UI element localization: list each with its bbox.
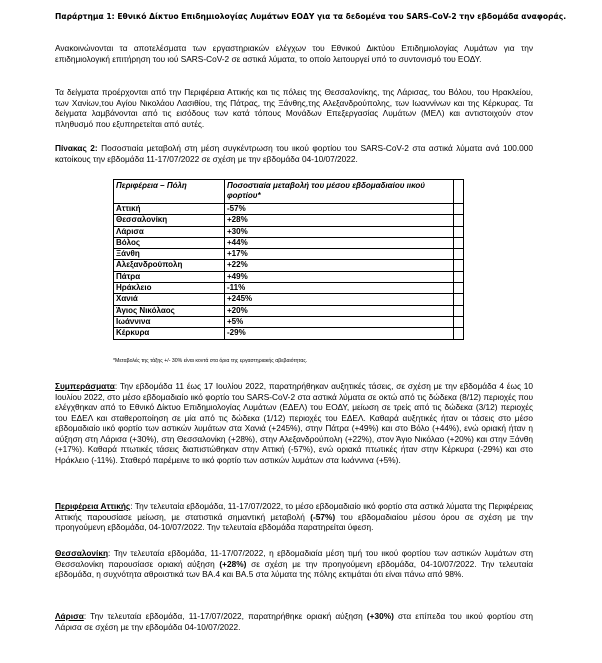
region-cell: Ιωάννινα bbox=[114, 316, 225, 327]
attica-text-post: του εβδομαδιαίου μέσου όρου σε σχέση με την προηγούμενη εβδομάδα, 04-10/07/2022. Την τελευταία εβδομάδα παρατηρείται ύφεση. bbox=[55, 511, 533, 533]
change-cell: +17% bbox=[225, 249, 454, 260]
change-cell: +22% bbox=[225, 260, 454, 271]
empty-cell bbox=[454, 328, 464, 339]
region-cell: Άγιος Νικόλαος bbox=[114, 305, 225, 316]
table-caption-label: Πίνακας 2: bbox=[55, 143, 98, 153]
empty-cell bbox=[454, 283, 464, 294]
region-cell: Θεσσαλονίκη bbox=[114, 215, 225, 226]
attica-label: Περιφέρεια Αττικής bbox=[55, 501, 131, 511]
thessaloniki-label: Θεσσαλονίκη bbox=[55, 548, 109, 558]
table-row bbox=[114, 237, 464, 248]
conclusions-paragraph bbox=[55, 381, 533, 465]
empty-cell bbox=[454, 249, 464, 260]
change-cell: +245% bbox=[225, 294, 454, 305]
change-cell: +5% bbox=[225, 316, 454, 327]
region-cell: Βόλος bbox=[114, 237, 225, 248]
empty-cell bbox=[454, 271, 464, 282]
change-cell: +49% bbox=[225, 271, 454, 282]
table-row bbox=[114, 226, 464, 237]
table-row bbox=[114, 215, 464, 226]
table-row bbox=[114, 204, 464, 215]
change-cell: -11% bbox=[225, 283, 454, 294]
larisa-text-pre: : Την τελευταία εβδομάδα, 11-17/07/2022, παρατηρήθηκε οριακή αύξηση bbox=[83, 611, 367, 621]
annex-title: Παράρτημα 1: Εθνικό Δίκτυο Επιδημιολογίας Λυμάτων ΕΟΔΥ για τα δεδομένα του SARS-CoV-2 την εβδομάδα αναφοράς. bbox=[55, 12, 567, 21]
thessaloniki-change: (+28%) bbox=[219, 558, 247, 569]
attica-text-pre: : Την τελευταία εβδομάδα, 11-17/07/2022, το μέσο εβδομαδιαίο ιικό φορτίο στα αστικά λύματα της Περιφέρειας Αττικής παρουσίασε μείωση, με στατιστικά σημαντική μεταβολή bbox=[55, 501, 533, 522]
change-cell: -29% bbox=[225, 328, 454, 339]
conclusions-text: : Την εβδομάδα 11 έως 17 Ιουλίου 2022, παρατηρήθηκαν αυξητικές τάσεις, σε σχέση με την εβδομάδα 4 έως 10 Ιουλίου 2022, στο μέσο εβδομαδιαίο ιικό φορτίο του SARS-CoV-2 στα αστικά λύματα σε οκτώ από τις δώδεκα (8/12) περιοχές που ελέγχθηκαν από το Εθνικό Δίκτυο Επιδημιολογίας Λυμάτων (ΕΔΕΛ) του ΕΟΔΥ, μείωση σε τρείς από τις δώδεκα (3/12) περιοχές του ΕΔΕΛ και σταθεροποίηση σε μία από τις δώδεκα (1/12) περιοχές του ΕΔΕΛ. Καθαρά αυξητικές ήταν οι τάσεις στο μέσο εβδομαδιαίο ιικό φορτίο των αστικών λυμάτων στα Χανιά (+245%), στην Πάτρα (+49%) και στο Βόλο (+44%), ενώ οριακή ήταν η αύξηση στη Λάρισα (+30%), στη Θεσσαλονίκη (+28%), στην Αλεξανδρούπολη (+22%), στον Άγιο Νικόλαο (+20%) και στην Ξάνθη (+17%). Καθαρά πτωτικές τάσεις διαπιστώθηκαν στην Αττική (-57%), ενώ οριακά πτωτικές ήταν στην Κέρκυρα (-29%) και στο Ηράκλειο (-11%). Σταθερό παρέμεινε το ιικό φορτίο των αστικών λυμάτων στα Ιωάννινα (+5%). bbox=[55, 381, 533, 465]
region-cell: Ξάνθη bbox=[114, 249, 225, 260]
viral-load-table bbox=[113, 179, 464, 340]
header-region: Περιφέρεια – Πόλη bbox=[114, 180, 225, 204]
attica-change: (-57%) bbox=[310, 511, 336, 522]
table-header-row bbox=[114, 180, 464, 204]
empty-cell bbox=[454, 316, 464, 327]
header-empty bbox=[454, 180, 464, 204]
table-row bbox=[114, 260, 464, 271]
conclusions-label: Συμπεράσματα bbox=[55, 381, 115, 391]
table-caption-text: Ποσοστιαία μεταβολή στη μέση συγκέντρωση του ιικού φορτίου του SARS-CoV-2 στα αστικά λύματα ανά 100.000 κατοίκους την εβδομάδα 11-17/07/2022 σε σχέση με την εβδομάδα 04-10/07/2022. bbox=[55, 143, 533, 164]
region-cell: Ηράκλειο bbox=[114, 283, 225, 294]
empty-cell bbox=[454, 204, 464, 215]
empty-cell bbox=[454, 294, 464, 305]
intro-paragraph: Ανακοινώνονται τα αποτελέσματα των εργαστηριακών ελέγχων του Εθνικού Δικτύου Επιδημιολογίας Λυμάτων για την επιδημιολογική επιτήρηση του ιού SARS-CoV-2 σε αστικά λύματα, το οποίο λειτουργεί υπό το συντονισμό του ΕΟΔΥ. bbox=[55, 43, 533, 64]
change-cell: +30% bbox=[225, 226, 454, 237]
region-cell: Πάτρα bbox=[114, 271, 225, 282]
empty-cell bbox=[454, 260, 464, 271]
region-cell: Χανιά bbox=[114, 294, 225, 305]
table-footnote: *Μεταβολές της τάξης +/- 30% είναι κοντά στα όρια της εργαστηριακής αβεβαιότητας. bbox=[113, 358, 308, 364]
table-row bbox=[114, 271, 464, 282]
empty-cell bbox=[454, 226, 464, 237]
change-cell: +44% bbox=[225, 237, 454, 248]
change-cell: -57% bbox=[225, 204, 454, 215]
table-row bbox=[114, 294, 464, 305]
table-row bbox=[114, 316, 464, 327]
larisa-paragraph bbox=[55, 611, 533, 632]
region-cell: Αλεξανδρούπολη bbox=[114, 260, 225, 271]
table-row bbox=[114, 305, 464, 316]
empty-cell bbox=[454, 215, 464, 226]
region-cell: Κέρκυρα bbox=[114, 328, 225, 339]
samples-paragraph: Τα δείγματα προέρχονται από την Περιφέρεια Αττικής και τις πόλεις της Θεσσαλονίκης, της Λάρισας, του Βόλου, του Ηρακλείου, των Χανίων,του Αγίου Νικολάου Λασιθίου, της Πάτρας, της Ξάνθης,της Αλεξανδρούπολης, των Ιωαννίνων και της Κέρκυρας. Τα δείγματα λαμβάνονται από τις εισόδους των κατά τόπους Μονάδων Επεξεργασίας Λυμάτων (ΜΕΛ) και αντιστοιχούν στον πληθυσμό που εξυπηρετείται από αυτές. bbox=[55, 87, 533, 129]
empty-cell bbox=[454, 237, 464, 248]
attica-paragraph bbox=[55, 501, 533, 533]
table-row bbox=[114, 283, 464, 294]
table-caption bbox=[55, 143, 533, 164]
larisa-label: Λάρισα bbox=[55, 611, 84, 621]
change-cell: +20% bbox=[225, 305, 454, 316]
region-cell: Αττική bbox=[114, 204, 225, 215]
change-cell: +28% bbox=[225, 215, 454, 226]
header-change: Ποσοστιαία μεταβολή του μέσου εβδομαδιαίου ιικού φορτίου* bbox=[225, 180, 454, 204]
thessaloniki-text-pre: : Την τελευταία εβδομάδα, 11-17/07/2022, η εβδομαδιαία μέση τιμή του ιικού φορτίου των αστικών λυμάτων στη Θεσσαλονίκη παρουσίασε οριακή αύξηση bbox=[55, 548, 533, 569]
larisa-text-post: στα επίπεδα του ιικού φορτίου στη Λάρισα σε σχέση με την εβδομάδα 04-10/07/2022. bbox=[55, 611, 534, 632]
region-cell: Λάρισα bbox=[114, 226, 225, 237]
empty-cell bbox=[454, 305, 464, 316]
larisa-change: (+30%) bbox=[366, 611, 394, 621]
table-row bbox=[114, 249, 464, 260]
table-body bbox=[114, 204, 464, 340]
table-row bbox=[114, 328, 464, 339]
thessaloniki-text-post: σε σχέση με την προηγούμενη εβδομάδα, 04-10/07/2022. Την τελευταία εβδομάδα, η συχνότητα αθροιστικά των ΒΑ.4 και ΒΑ.5 στα λύματα της πόλης εκτιμάται ότι είναι πάνω από 98%. bbox=[55, 558, 534, 580]
thessaloniki-paragraph bbox=[55, 548, 533, 580]
